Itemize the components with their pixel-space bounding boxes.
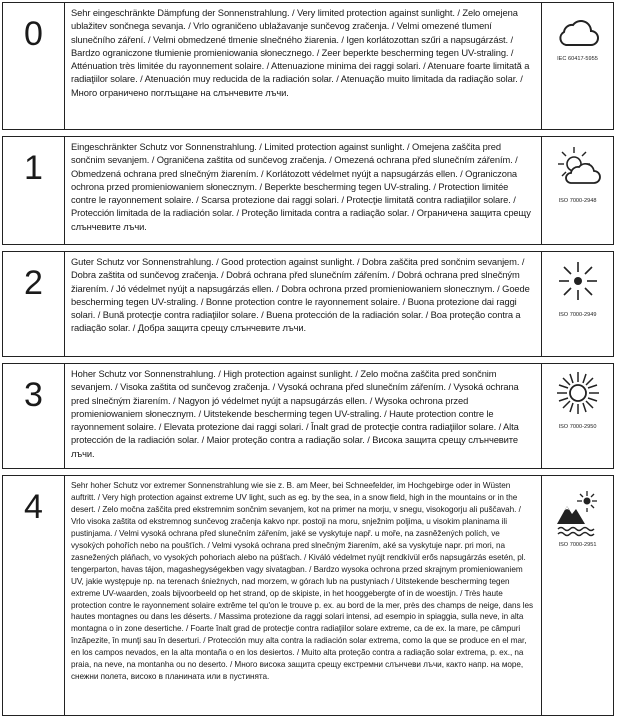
sun-icon (557, 260, 599, 302)
level-number: 3 (3, 364, 65, 468)
level-description: Eingeschränkter Schutz vor Sonnenstrahlung. / Limited protection against sunlight. / Omejena zaščita pred sončnim sevanjem. / Ograničena zaštita od sunčevog zračenja. / Omezená ochrana před slunečním zářením. / Obmedzená ochrana pred slnečným žiarením. / Korlátozott védelmet nyújt a napsugárzás ellen. / Ograniczona ochrona przed promieniowaniem słonecznym. / Beperkte bescherming tegen UV-straling. / Protection limitée contre le rayonnement solaire. / Scarsa protezione dai raggi solari. / Protecţie limitată contra radiaţiilor solare. / Protección limitada de la radiación solar. / Proteção limitada contra a radiação solar. / Ограничена защита срещу слънчевите лъчи. (71, 142, 531, 232)
level-number: 4 (3, 476, 65, 715)
standard-label: ISO 7000-2951 (558, 542, 597, 548)
level-number: 1 (3, 137, 65, 244)
cloud-icon (556, 15, 600, 49)
standard-label: ISO 7000-2948 (558, 198, 597, 204)
standard-label: IEC 60417-5955 (557, 56, 598, 62)
level-description: Sehr hoher Schutz vor extremer Sonnenstrahlung wie sie z. B. am Meer, bei Schneefelder, im Hochgebirge oder in Wüsten auftritt. / Very high protection against extreme UV light, such as eg. by the sea, in a snow field, high in the mountains or in the desert. / Zelo močna zaščita pred ekstremnim sončnim sevanjem, kot na primer na morju, v snegu, visokogorju ali puščavah. / Vrlo visoka zaštita od ekstremnog sunčevog zračenja kakvo npr. postoji na moru, snježnim poljima, u visokim planinama ili pustinjama. / Velmi vysoká ochrana před slunečním zářením, jaké se vyskytuje např. u moře, na zasněžených polích, ve vysokých pohořích nebo na poušťích. / Velmi vysoká ochrana pred slnečným žiarením, aké sa vyskytuje napr. pri mori, na zasnežených pláňach, vo vysokých pohoriach alebo na púšťach. / Kiváló védelmet nyújt rendkívül erős napsugárzás esetén, pl. tengerparton, havas tájon, magashegységekben vagy sivatagban. / Bardzo wysoka ochrona przed skrajnym promieniowaniem UV, jakie występuje np. na terenach śnieżnych, nad morzem, w górach lub na pustyniach / Uitstekende bescherming tegen extreme UV-waarden, zoals bijvoorbeeld op het strand, op de skipiste, in het hooggebergte of in de woestijn. / Très haute protection contre le rayonnement solaire extrême tel qu'on le trouve p. ex. au bord de la mer, près des champs de neige, dans les hautes montagnes ou dans les déserts. / Massima protezione da raggi solari intensi, ad esempio in spiaggia, sulla neve, in alta montagna o in zone desertiche. / Foarte înalt grad de protecţie contra radiaţiilor solare extreme, ca de ex. la mare, pe câmpuri înzăpezite, în munţi sau în deserturi. / Protección muy alta contra la radiación solar extrema, como la que se produce en el mar, en los campos nevados, en la alta montaña o en los desiertos. / Muito alta proteção contra a radiação solar extrema, p. ex., na praia, na neve, na montanha ou no deserto. / Много висока защита срещу екстремни слънчеви лъчи, както напр. на море, снежни полета, високо в планината или в пустинята. (71, 481, 534, 682)
table-row (2, 251, 614, 357)
sun-behind-cloud-icon (555, 145, 601, 187)
strong-sun-icon (555, 370, 601, 416)
standard-label: ISO 7000-2949 (558, 312, 597, 318)
sun-mountains-water-icon (555, 490, 601, 538)
symbol-cell (541, 252, 613, 356)
symbol-cell (541, 3, 613, 129)
symbol-cell (541, 364, 613, 468)
level-description: Hoher Schutz vor Sonnenstrahlung. / High protection against sunlight. / Zelo močna zaščita pred sončnim sevanjem. / Visoka zaštita od sunčevog zračenja. / Vysoká ochrana před slunečním zářením. / Vysoká ochrana pred slnečným žiarením. / Nagyon jó védelmet nyújt a napsugárzás ellen. / Wysoka ochrona przed promieniowaniem słonecznym. / Uitstekende bescherming tegen UV-straling. / Haute protection contre le rayonnement solaire. / Elevata protezione dai raggi solari. / Înalt grad de protecţie contra radiaţiilor solare. / Alta protección de la radiación solar. / Maior proteção contra a radiação solar. / Висока защита срещу слънчевите лъчи. (71, 369, 519, 459)
symbol-cell (541, 137, 613, 244)
table-row (2, 363, 614, 469)
table-row (2, 2, 614, 130)
level-description: Guter Schutz vor Sonnenstrahlung. / Good protection against sunlight. / Dobra zaščita pred sončnim sevanjem. / Dobra zaštita od sunčevog zračenja. / Dobrá ochrana před slunečním zářením. / Dobrá ochrana pred slnečným žiarením. / Jó védelmet nyújt a napsugárzás ellen. / Dobra ochrona przed promieniowaniem słonecznym. / Goede bescherming tegen UV-straling. / Bonne protection contre le rayonnement solaire. / Buona protezione dai raggi solari. / Bună protecţie contra radiaţiilor solare. / Buena protección de la radiación solar. / Boa proteção contra a radiação solar. / Добра защита срещу слънчевите лъчи. (71, 257, 530, 334)
symbol-cell (541, 476, 613, 715)
table-row (2, 136, 614, 245)
level-number: 0 (3, 3, 65, 129)
standard-label: ISO 7000-2950 (558, 424, 597, 430)
level-description: Sehr eingeschränkte Dämpfung der Sonnenstrahlung. / Very limited protection against sunlight. / Zelo omejena ublažitev sončnega sevanja. / Vrlo ograničeno ublažavanje sunčevog zračenja. / Velmi omezené tlumení slunečního záření. / Velmi obmedzené tlmenie slnečného žiarenia. / Igen korlátozottan szűri a napsugárzást. / Bardzo ograniczone tłumienie promieniowania słonecznego. / Zeer beperkte bescherming tegen UV-straling. / Atténuation très limitée du rayonnement solaire. / Attenuazione minima dei raggi solari. / Atenuare foarte limitată a radiaţiilor solare. / Atenuación muy reducida de la radiación solar. / Atenuação muito limitada da radiação solar. / Много ограничено поглъщане на слънчевите лъчи. (71, 8, 530, 98)
level-number: 2 (3, 252, 65, 356)
table-row (2, 475, 614, 716)
